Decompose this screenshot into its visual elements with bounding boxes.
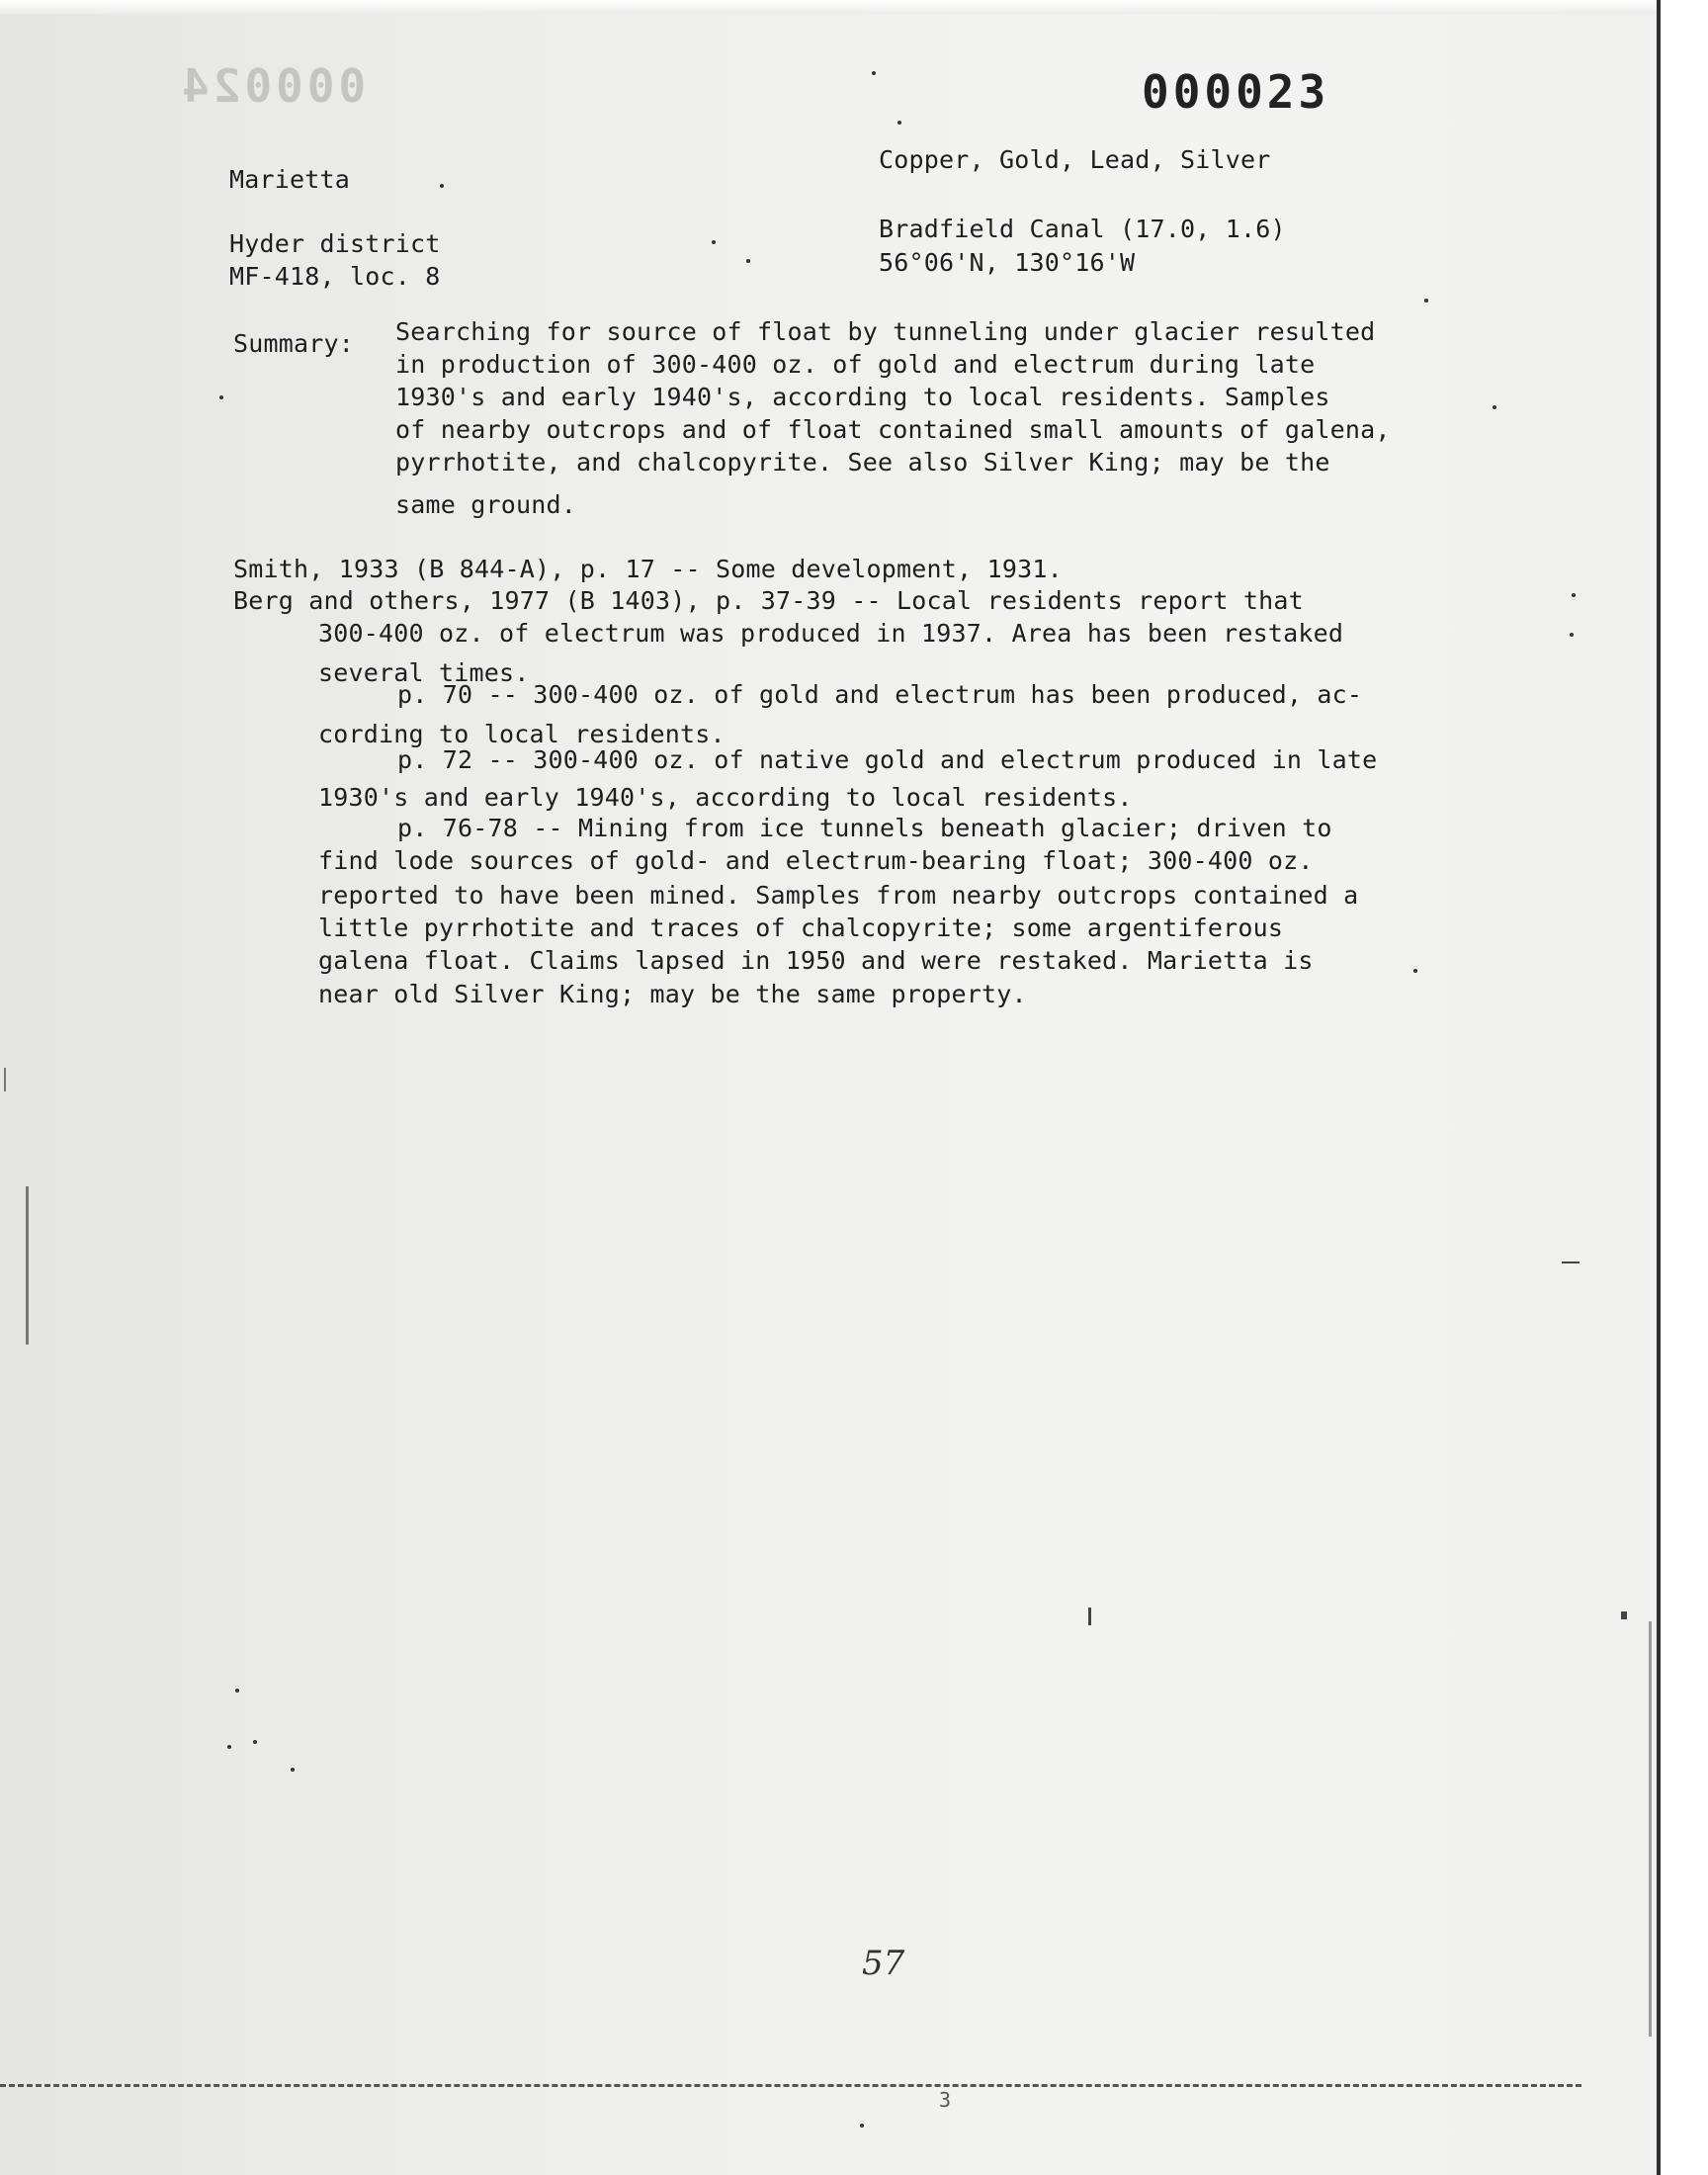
summary-line: in production of 300-400 oz. of gold and electrum during late [395,350,1316,379]
scan-right-edge [1657,0,1708,2175]
scan-speck [712,240,716,244]
scan-speck [860,2124,864,2128]
scan-mark [1621,1611,1627,1619]
summary-line: 1930's and early 1940's, according to local residents. Samples [395,383,1330,411]
coordinates: 56°06'N, 130°16'W [879,248,1136,277]
stamp-number: 000023 [1142,65,1330,119]
reference-line: several times. [318,658,530,687]
scan-speck [219,395,223,399]
summary-line: same ground. [395,490,577,519]
reference-line: 300-400 oz. of electrum was produced in 1937. Area has been restaked [318,619,1344,648]
summary-line: of nearby outcrops and of float contained small amounts of galena, [395,415,1391,444]
summary-label: Summary: [233,329,355,358]
reference-line: p. 76-78 -- Mining from ice tunnels beneath glacier; driven to [397,814,1332,842]
bottom-dashed-rule [0,2084,1581,2087]
scan-speck [1493,405,1496,409]
reference-line: p. 72 -- 300-400 oz. of native gold and electrum produced in late [397,745,1378,774]
scan-speck [253,1740,257,1744]
reference-line: little pyrrhotite and traces of chalcopyrite; some argentiferous [318,914,1284,942]
page-top-edge [0,0,1661,14]
scan-speck [1413,969,1417,973]
scan-mark [1649,1621,1652,2037]
scan-speck [440,184,444,188]
scan-speck [1572,593,1576,597]
scan-speck [227,1745,231,1749]
scan-mark [26,1186,29,1345]
reference-line: 1930's and early 1940's, according to local residents. [318,783,1133,812]
scan-mark [4,1068,6,1091]
commodities: Copper, Gold, Lead, Silver [879,145,1271,174]
scan-mark [1562,1262,1580,1263]
reference-line: p. 70 -- 300-400 oz. of gold and electrum has been produced, ac- [397,680,1363,709]
summary-line: Searching for source of float by tunneling under glacier resulted [395,317,1376,346]
reference-line: cording to local residents. [318,720,726,748]
mirrored-stamp-number: 000024 [178,59,367,113]
reference-line: Smith, 1933 (B 844-A), p. 17 -- Some development, 1931. [233,555,1063,583]
map-reference: MF-418, loc. 8 [229,262,441,291]
district: Hyder district [229,229,441,258]
scan-speck [1570,633,1574,637]
scan-speck [1424,299,1428,303]
page-number: 57 [862,1944,905,1983]
reference-line: near old Silver King; may be the same property. [318,980,1027,1008]
reference-line: find lode sources of gold- and electrum-bearing float; 300-400 oz. [318,846,1314,875]
scan-speck [235,1689,239,1693]
quadrangle: Bradfield Canal (17.0, 1.6) [879,215,1286,243]
summary-line: pyrrhotite, and chalcopyrite. See also Silver King; may be the [395,448,1330,477]
scan-speck [291,1768,295,1772]
reference-line: reported to have been mined. Samples from nearby outcrops contained a [318,881,1359,910]
scan-speck [897,121,901,125]
scan-speck [872,71,876,75]
reference-line: galena float. Claims lapsed in 1950 and were restaked. Marietta is [318,946,1314,975]
bottom-mark: 3 [939,2088,952,2112]
property-name: Marietta [229,165,351,194]
scan-mark [1088,1608,1091,1625]
reference-line: Berg and others, 1977 (B 1403), p. 37-39 -- Local residents report that [233,586,1304,615]
scan-speck [746,259,750,263]
